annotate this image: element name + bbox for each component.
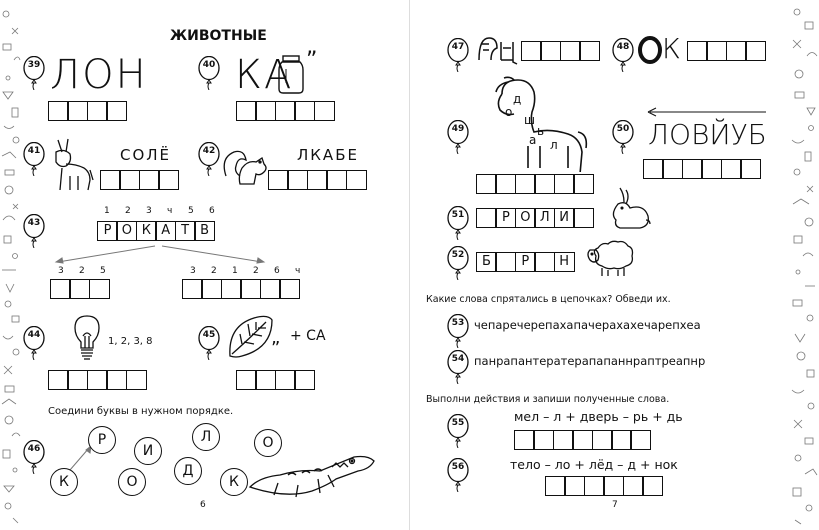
task-43-letter-cells: Р О К А Т В: [97, 221, 215, 241]
task-49-answer-cells[interactable]: [476, 174, 594, 194]
bold-o-glyph-icon: [637, 35, 663, 65]
letter-circle-l[interactable]: Л: [192, 423, 220, 451]
letter-circle-o2[interactable]: О: [254, 429, 282, 457]
task-51-balloon: 51: [446, 206, 470, 240]
rabbit-icon: [608, 186, 652, 230]
task-50-balloon: 50: [611, 120, 635, 154]
task-42-word: ЛКАБЕ: [297, 146, 359, 164]
task-46-instruction: Соедини буквы в нужном порядке.: [48, 406, 234, 417]
task-40-balloon: 40: [197, 56, 221, 90]
task-41-balloon: 41: [22, 142, 46, 176]
letter-circle-k1[interactable]: К: [50, 468, 78, 496]
task-49-balloon: 49: [446, 120, 470, 154]
task-54-letter-chain[interactable]: панрапантератерапапаннраптреапнр: [474, 354, 706, 368]
task-48-answer-cells[interactable]: [687, 41, 766, 61]
task-47-answer-cells[interactable]: [521, 41, 600, 61]
page-title: ЖИВОТНЫЕ: [170, 28, 267, 44]
task-52-cells[interactable]: Б Р Н: [476, 252, 575, 272]
task-55-balloon: 55: [446, 414, 470, 448]
letter-circle-k2[interactable]: К: [220, 468, 248, 496]
task-45-plus: + СА: [290, 328, 326, 344]
task-40-word: КА: [235, 52, 294, 98]
task-39-word: ЛОН: [50, 52, 148, 98]
task-41-word: СОЛЁ: [120, 146, 172, 164]
task-54-balloon: 54: [446, 350, 470, 384]
task-46-balloon: 46: [22, 440, 46, 474]
task-44-hint: 1, 2, 3, 8: [108, 336, 153, 347]
page-number-left: 6: [200, 500, 206, 510]
task-40-quote: ”: [306, 48, 318, 73]
task-48-letter: К: [662, 32, 683, 65]
letter-circle-i[interactable]: И: [134, 437, 162, 465]
arrow-left-icon: [646, 106, 768, 118]
page-number-right: 7: [612, 500, 618, 510]
task-50-answer-cells[interactable]: [643, 159, 761, 179]
task-45-quote: ”: [271, 338, 281, 359]
task-45-balloon: 45: [197, 326, 221, 360]
task-56-expression: тело – ло + лёд – д + нок: [510, 457, 678, 472]
task-50-word: ЛОВЙУБ: [648, 118, 767, 151]
task-48-balloon: 48: [611, 38, 635, 72]
operations-instruction: Выполни действия и запиши полученные слова.: [426, 394, 670, 405]
task-56-balloon: 56: [446, 458, 470, 492]
right-doodle-border: [789, 0, 819, 530]
rebus-mushroom-glyph-icon: [475, 34, 521, 66]
task-53-balloon: 53: [446, 314, 470, 348]
task-43-balloon: 43: [22, 214, 46, 248]
task-39-balloon: 39: [22, 56, 46, 90]
task-42-balloon: 42: [197, 142, 221, 176]
crocodile-icon: [248, 453, 376, 499]
task-44-balloon: 44: [22, 326, 46, 360]
page-divider: [409, 0, 410, 530]
task-52-balloon: 52: [446, 246, 470, 280]
task-55-expression: мел – л + дверь – рь + дь: [514, 409, 683, 424]
task-56-answer-cells[interactable]: [545, 476, 663, 496]
letter-circle-o1[interactable]: О: [118, 468, 146, 496]
task-51-cells[interactable]: Р О Л И: [476, 208, 594, 228]
sheep-icon: [586, 238, 634, 278]
letter-circle-r[interactable]: Р: [88, 426, 116, 454]
task-55-answer-cells[interactable]: [514, 430, 651, 450]
task-53-letter-chain[interactable]: чепаречерепахапачерахахечарепхеа: [474, 318, 701, 332]
letter-circle-d[interactable]: Д: [174, 457, 202, 485]
chains-instruction: Какие слова спрятались в цепочках? Обведи их.: [426, 294, 671, 305]
task-47-balloon: 47: [446, 38, 470, 72]
